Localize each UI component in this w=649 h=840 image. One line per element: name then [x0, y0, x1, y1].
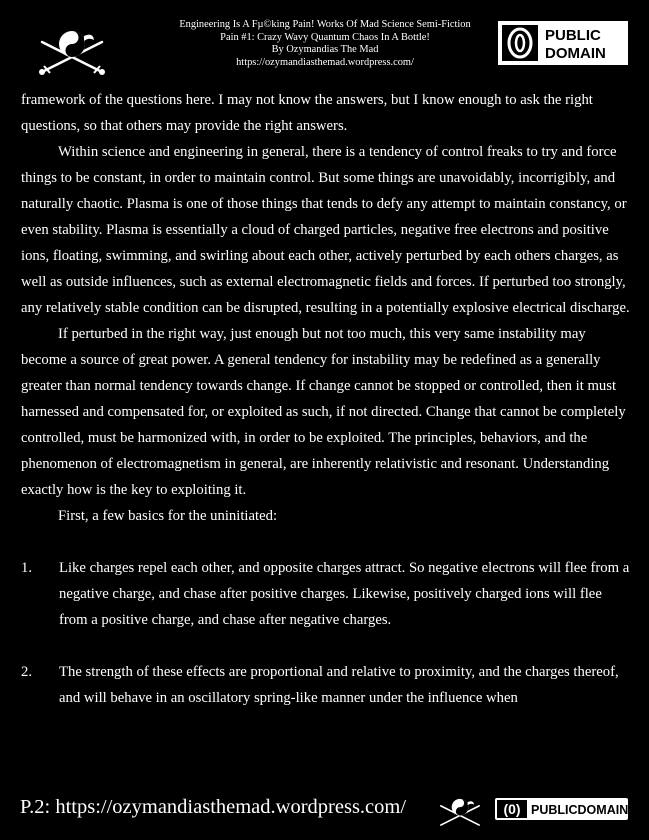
- list-item: [21, 555, 631, 633]
- list-item: [21, 659, 631, 711]
- yin-yang-crossed-swords-icon: [36, 22, 108, 78]
- footer-page-url[interactable]: P.2: https://ozymandiasthemad.wordpress.com/: [20, 796, 407, 818]
- footer-badge-label: PUBLICDOMAIN: [531, 803, 628, 817]
- header-story-title: Pain #1: Crazy Wavy Quantum Chaos In A Bottle!: [220, 31, 430, 43]
- paragraph-basics-intro: First, a few basics for the uninitiated:: [58, 508, 278, 524]
- header-author: By Ozymandias The Mad: [271, 44, 379, 56]
- list-item-text: The strength of these effects are proportional and relative to proximity, and the charges thereof, and will behave in an oscillatory spring-like manner under the influence when: [59, 664, 619, 706]
- badge-domain-label: DOMAIN: [545, 45, 606, 62]
- header-title-block: [150, 19, 500, 69]
- spacer: [21, 633, 631, 659]
- list-item-number: 2.: [21, 664, 33, 680]
- public-domain-badge: [498, 21, 628, 65]
- page-header: [0, 0, 649, 84]
- document-body: [21, 87, 631, 711]
- list-item-text: Like charges repel each other, and opposite charges attract. So negative electrons will flee from a negative charge, and chase after positive charges. Likewise, positively charged ions will flee from a positive charge, and chase after negative charges.: [59, 560, 630, 628]
- header-url[interactable]: https://ozymandiasthemad.wordpress.com/: [236, 56, 414, 68]
- spacer: [21, 529, 631, 555]
- badge-public-label: PUBLIC: [545, 27, 601, 44]
- paragraph-instability: If perturbed in the right way, just enough but not too much, this very same instability may become a source of great power. A general tendency for instability may be redefined as a generally greater than normal tendency towards change. If change cannot be stopped or controlled, then it must harnessed and compensated for, or exploited as such, if not directed. Change that cannot be completely controlled, must be harmonized with, in order to be exploited. The principles, behaviors, and the phenomenon of electromagnetism in general, are inherently relativistic and resonant. Understanding exactly how is the key to exploiting it.: [21, 326, 626, 498]
- paragraph-plasma: Within science and engineering in general, there is a tendency of control freaks to try and force things to be constant, in order to maintain control. But some things are unavoidably, incorrigibly, and naturally chaotic. Plasma is one of those things that tends to defy any attempt to maintain constancy, or even stability. Plasma is essentially a cloud of charged particles, negative free electrons and positive ions, floating, swimming, and swirling about each other, actively perturbed by each others charges, as well as outside influences, such as external electromagnetic fields and forces. If perturbed too strongly, any relatively stable condition can be disrupted, resulting in a potentially explosive electrical discharge.: [21, 144, 630, 316]
- header-series-title: Engineering Is A Fµ©king Pain! Works Of Mad Science Semi-Fiction: [179, 19, 471, 30]
- list-item-number: 1.: [21, 560, 33, 576]
- footer-yin-yang-swords-icon: [437, 793, 483, 829]
- paragraph-continued: framework of the questions here. I may not know the answers, but I know enough to ask the right questions, so that others may provide the right answers.: [21, 92, 593, 134]
- footer-badge-symbol: (0): [503, 801, 521, 817]
- footer-public-domain-badge: [495, 798, 628, 820]
